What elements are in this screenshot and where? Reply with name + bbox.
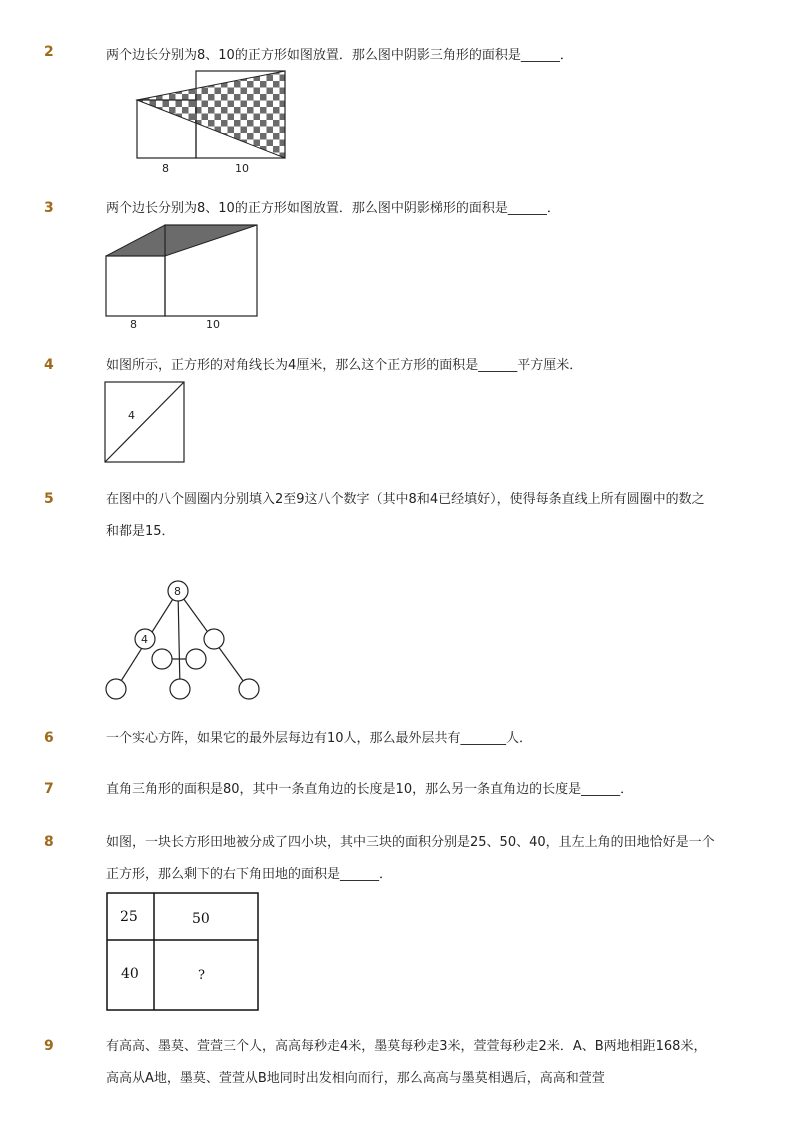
area-label: 25 [120,909,138,925]
side-label: 10 [235,162,249,175]
question-number: 7 [44,781,54,797]
area-label: 50 [192,911,210,927]
question-text: 如图，一块长方形田地被分成了四小块，其中三块的面积分别是25、50、40，且左上角的田地恰好是一个正方形，那么剩下的右下角田地的面积是______． [106,835,715,882]
question-text: 一个实心方阵，如果它的最外层每边有10人，那么最外层共有_______人． [106,731,533,746]
diagonal-label: 4 [128,409,135,422]
question-text: 直角三角形的面积是80，其中一条直角边的长度是10，那么另一条直角边的长度是______． [106,782,634,797]
question-number: 3 [44,200,54,216]
question-text: 两个边长分别为8、10的正方形如图放置．那么图中阴影三角形的面积是______． [106,48,573,63]
two-squares-trapezoid-figure [100,221,265,333]
square-diagonal-figure [102,379,188,465]
question-number: 2 [44,44,54,60]
circle [170,679,190,699]
question-number: 4 [44,357,54,373]
question-text: 在图中的八个圆圈内分别填入2至9这八个数字（其中8和4已经填好），使得每条直线上所有圆圈中的数之和都是15． [106,492,705,539]
field-grid-figure [104,890,264,1015]
question-text: 如图所示，正方形的对角线长为4厘米，那么这个正方形的面积是______平方厘米． [106,358,583,373]
circle-network-figure [100,575,270,710]
side-label: 10 [206,318,220,331]
circle [106,679,126,699]
middle-line [178,591,180,689]
side-label: 8 [162,162,169,175]
question-number: 8 [44,834,54,850]
question-text: 有高高、墨莫、萱萱三个人，高高每秒走4米，墨莫每秒走3米，萱萱每秒走2米．A、B两地相距168米，高高从A地，墨莫、萱萱从B地同时出发相向而行，那么高高与墨莫相遇后，高高和萱萱 [106,1039,707,1086]
unknown-area-label: ? [198,968,205,983]
shaded-triangle [137,71,285,158]
circle [152,649,172,669]
two-squares-triangle-figure [130,68,295,178]
question-number: 5 [44,491,54,507]
circle-number: 8 [174,585,181,598]
area-label: 40 [121,966,139,982]
circle [186,649,206,669]
question-number: 9 [44,1038,54,1054]
diagonal [105,382,184,462]
side-label: 8 [130,318,137,331]
circle [204,629,224,649]
question-number: 6 [44,730,54,746]
question-text: 两个边长分别为8、10的正方形如图放置．那么图中阴影梯形的面积是______． [106,201,560,216]
shaded-trapezoid [106,225,257,256]
small-square [106,256,165,316]
circle [239,679,259,699]
circle-number: 4 [141,633,148,646]
